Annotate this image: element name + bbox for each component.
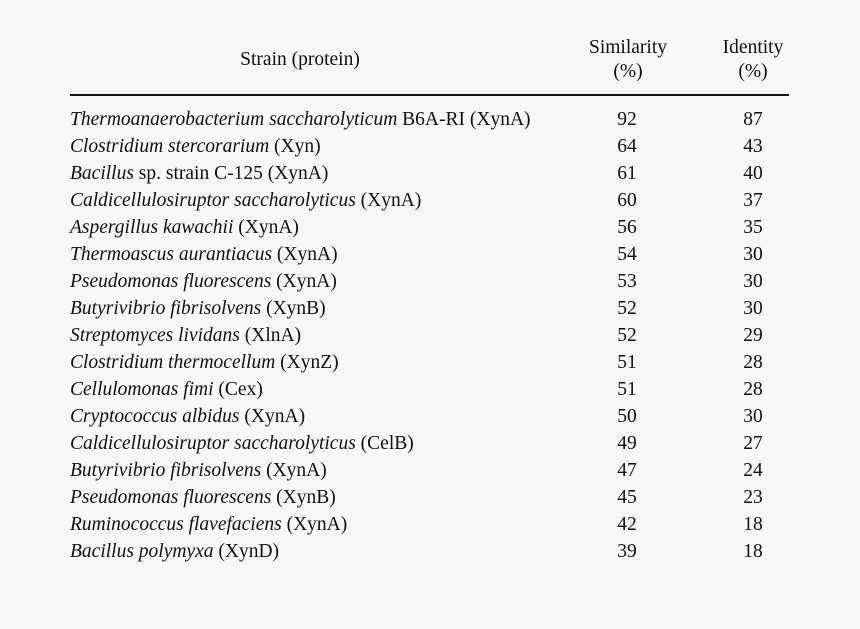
species-name: Bacillus xyxy=(70,163,134,184)
protein-label: (XynB) xyxy=(261,298,326,319)
protein-label: (XynD) xyxy=(213,541,280,562)
identity-cell: 37 xyxy=(743,190,763,211)
similarity-cell: 60 xyxy=(617,190,637,211)
strain-cell xyxy=(70,133,560,160)
identity-cell: 43 xyxy=(743,136,763,157)
protein-label: (Xyn) xyxy=(269,136,321,157)
protein-label: (CelB) xyxy=(355,433,414,454)
species-name: Clostridium stercorarium xyxy=(70,136,270,157)
table-row xyxy=(70,349,789,376)
similarity-cell: 52 xyxy=(617,325,637,346)
table-row xyxy=(70,160,789,187)
table-row xyxy=(70,214,789,241)
header-identity-label: Identity xyxy=(722,37,784,58)
table-row xyxy=(70,403,789,430)
similarity-cell: 47 xyxy=(617,460,637,481)
identity-cell: 18 xyxy=(743,541,763,562)
similarity-cell: 50 xyxy=(617,406,637,427)
strain-cell xyxy=(70,484,560,511)
identity-cell: 40 xyxy=(743,163,763,184)
species-name: Pseudomonas fluorescens xyxy=(70,487,272,508)
header-strain: Strain (protein) xyxy=(240,49,360,70)
identity-cell: 23 xyxy=(743,487,763,508)
strain-cell xyxy=(70,106,560,133)
species-name: Thermoanaerobacterium saccharolyticum xyxy=(70,109,398,130)
protein-label: (XynA) xyxy=(355,190,422,211)
species-name: Streptomyces lividans xyxy=(70,325,240,346)
strain-cell xyxy=(70,511,560,538)
protein-label: (Cex) xyxy=(213,379,263,400)
strain-cell xyxy=(70,349,560,376)
similarity-cell: 39 xyxy=(617,541,637,562)
identity-cell: 24 xyxy=(743,460,763,481)
similarity-cell: 56 xyxy=(617,217,637,238)
protein-label: (XynB) xyxy=(271,487,336,508)
identity-cell: 35 xyxy=(743,217,763,238)
species-name: Butyrivibrio fibrisolvens xyxy=(70,460,262,481)
strain-cell xyxy=(70,322,560,349)
similarity-cell: 92 xyxy=(617,109,637,130)
strain-cell xyxy=(70,160,560,187)
similarity-cell: 61 xyxy=(617,163,637,184)
similarity-cell: 45 xyxy=(617,487,637,508)
species-name: Cryptococcus albidus xyxy=(70,406,240,427)
similarity-cell: 49 xyxy=(617,433,637,454)
protein-label: (XynZ) xyxy=(275,352,339,373)
species-name: Clostridium thermocellum xyxy=(70,352,276,373)
table-row xyxy=(70,538,789,565)
species-name: Ruminococcus flavefaciens xyxy=(70,514,282,535)
header-similarity-label: Similarity xyxy=(589,37,667,58)
identity-cell: 18 xyxy=(743,514,763,535)
protein-label: sp. strain C-125 (XynA) xyxy=(133,163,329,184)
header-identity-unit: (%) xyxy=(738,61,768,82)
table-row xyxy=(70,187,789,214)
strain-cell xyxy=(70,241,560,268)
comparison-table xyxy=(70,34,789,565)
header-similarity-unit: (%) xyxy=(613,61,643,82)
table-row xyxy=(70,295,789,322)
table-row xyxy=(70,484,789,511)
strain-cell xyxy=(70,376,560,403)
table-body xyxy=(70,106,789,565)
similarity-cell: 54 xyxy=(617,244,637,265)
species-name: Caldicellulosiruptor saccharolyticus xyxy=(70,433,356,454)
strain-cell xyxy=(70,187,560,214)
similarity-cell: 64 xyxy=(617,136,637,157)
header-identity xyxy=(700,36,806,84)
protein-label: (XynA) xyxy=(239,406,306,427)
identity-cell: 28 xyxy=(743,379,763,400)
table-row xyxy=(70,457,789,484)
species-name: Pseudomonas fluorescens xyxy=(70,271,272,292)
identity-cell: 27 xyxy=(743,433,763,454)
identity-cell: 30 xyxy=(743,244,763,265)
species-name: Butyrivibrio fibrisolvens xyxy=(70,298,262,319)
header-similarity xyxy=(570,36,686,84)
similarity-cell: 51 xyxy=(617,352,637,373)
identity-cell: 30 xyxy=(743,298,763,319)
table-row xyxy=(70,241,789,268)
species-name: Bacillus polymyxa xyxy=(70,541,214,562)
similarity-cell: 53 xyxy=(617,271,637,292)
table-row xyxy=(70,376,789,403)
strain-cell xyxy=(70,403,560,430)
table-row xyxy=(70,133,789,160)
species-name: Thermoascus aurantiacus xyxy=(70,244,273,265)
similarity-cell: 42 xyxy=(617,514,637,535)
identity-cell: 29 xyxy=(743,325,763,346)
strain-cell xyxy=(70,430,560,457)
strain-cell xyxy=(70,295,560,322)
species-name: Caldicellulosiruptor saccharolyticus xyxy=(70,190,356,211)
protein-label: B6A-RI (XynA) xyxy=(397,109,531,130)
protein-label: (XynA) xyxy=(261,460,327,481)
identity-cell: 30 xyxy=(743,271,763,292)
table-row xyxy=(70,106,789,133)
identity-cell: 30 xyxy=(743,406,763,427)
similarity-cell: 52 xyxy=(617,298,637,319)
table-row xyxy=(70,511,789,538)
species-name: Aspergillus kawachii xyxy=(70,217,234,238)
protein-label: (XlnA) xyxy=(239,325,302,346)
strain-cell xyxy=(70,457,560,484)
protein-label: (XynA) xyxy=(281,514,348,535)
identity-cell: 28 xyxy=(743,352,763,373)
table-header xyxy=(70,34,789,94)
table-row xyxy=(70,322,789,349)
protein-label: (XynA) xyxy=(271,271,337,292)
header-rule xyxy=(70,94,789,96)
similarity-cell: 51 xyxy=(617,379,637,400)
table-row xyxy=(70,430,789,457)
strain-cell xyxy=(70,538,560,565)
strain-cell xyxy=(70,268,560,295)
table-row xyxy=(70,268,789,295)
protein-label: (XynA) xyxy=(272,244,338,265)
identity-cell: 87 xyxy=(743,109,763,130)
protein-label: (XynA) xyxy=(233,217,299,238)
species-name: Cellulomonas fimi xyxy=(70,379,214,400)
strain-cell xyxy=(70,214,560,241)
